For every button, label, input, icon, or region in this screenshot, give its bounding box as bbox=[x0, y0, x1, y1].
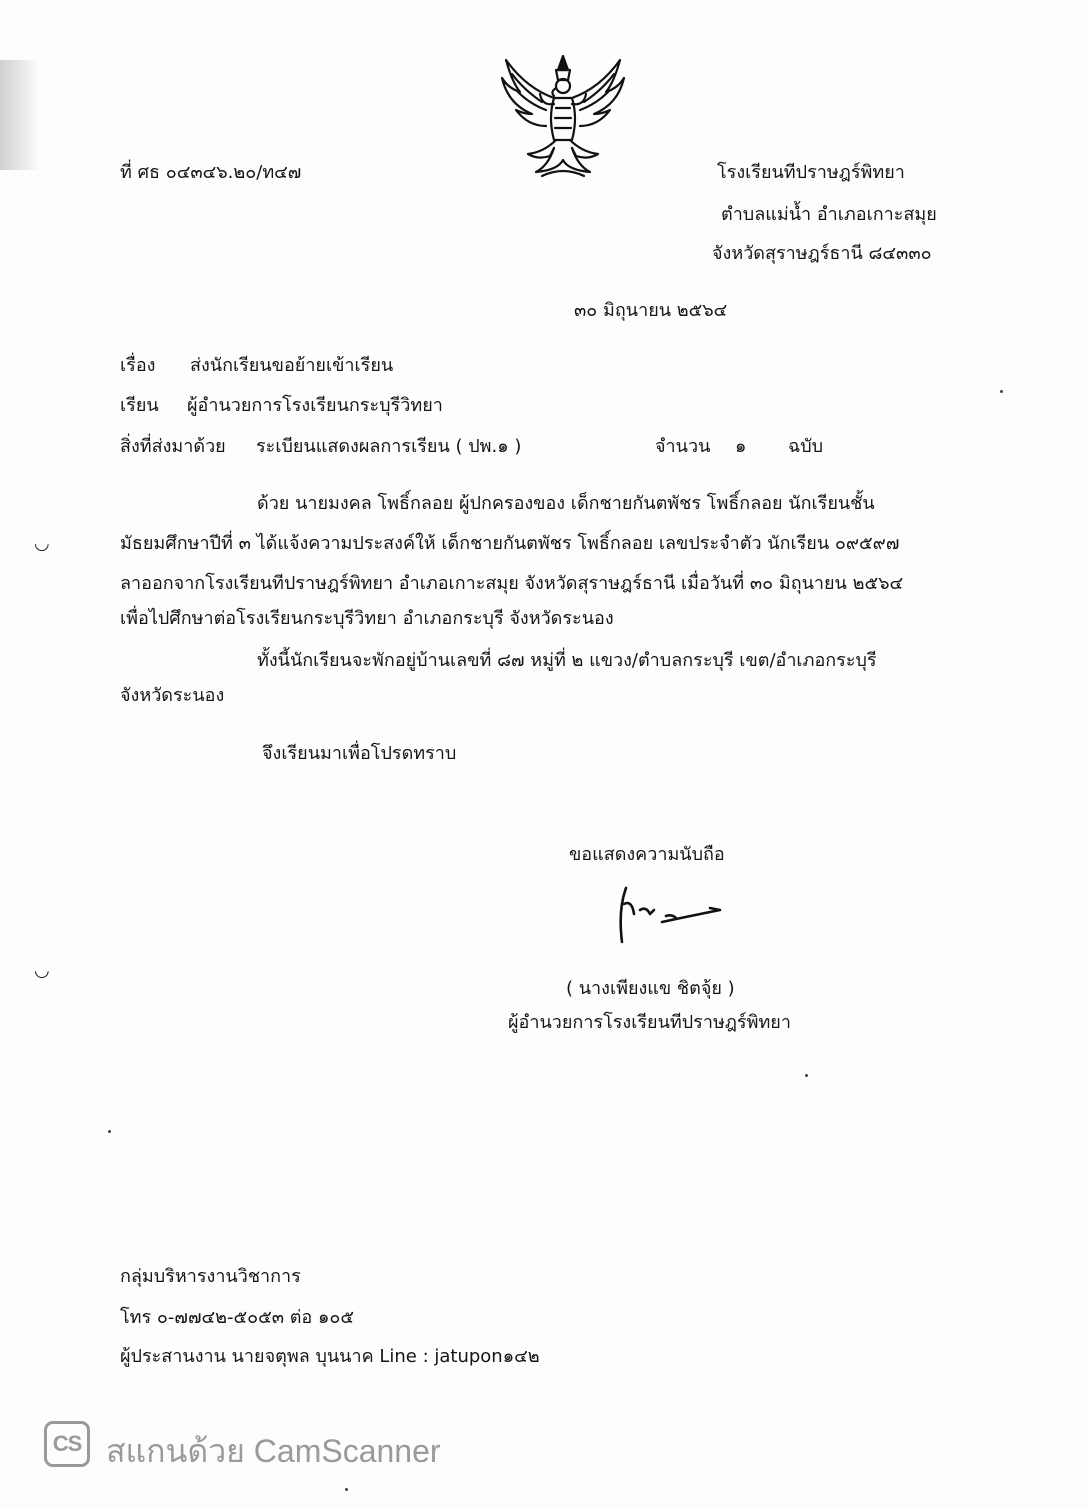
scan-speck bbox=[345, 1488, 348, 1491]
punch-hole-mark: ◡ bbox=[34, 533, 50, 554]
closing-request: จึงเรียนมาเพื่อโปรดทราบ bbox=[262, 743, 457, 764]
subject-label: เรื่อง bbox=[120, 355, 156, 376]
reference-number: ที่ ศธ ๐๔๓๔๖.๒๐/ท๔๗ bbox=[120, 162, 302, 183]
school-address-line1: ตำบลแม่น้ำ อำเภอเกาะสมุย bbox=[721, 204, 937, 225]
body-paragraph1-line2: มัธยมศึกษาปีที่ ๓ ได้แจ้งความประสงค์ให้ เด็กชายกันตพัชร โพธิ์กลอย เลขประจำตัว นักเรียน ๐๙๕๙๗ bbox=[120, 533, 900, 554]
recipient-label: เรียน bbox=[120, 395, 159, 416]
body-paragraph1-line1: ด้วย นายมงคล โพธิ์กลอย ผู้ปกครองของ เด็กชายกันตพัชร โพธิ์กลอย นักเรียนชั้น bbox=[257, 493, 875, 514]
punch-hole-mark: ◡ bbox=[34, 960, 50, 981]
scan-speck bbox=[108, 1130, 111, 1133]
garuda-emblem-icon bbox=[498, 48, 628, 183]
signatory-name: ( นางเพียงแข ชิตจุ้ย ) bbox=[566, 978, 735, 999]
enclosure-label: สิ่งที่ส่งมาด้วย bbox=[120, 436, 226, 457]
closing-salutation: ขอแสดงความนับถือ bbox=[569, 844, 725, 865]
body-paragraph1-line3: ลาออกจากโรงเรียนทีปราษฎร์พิทยา อำเภอเกาะสมุย จังหวัดสุราษฎร์ธานี เมื่อวันที่ ๓๐ มิถุนายน ๒๕๖๔ bbox=[120, 573, 904, 594]
enclosure-text: ระเบียนแสดงผลการเรียน ( ปพ.๑ ) bbox=[256, 436, 522, 457]
scan-speck bbox=[805, 1074, 808, 1077]
subject-text: ส่งนักเรียนขอย้ายเข้าเรียน bbox=[190, 355, 394, 376]
body-paragraph2-line2: จังหวัดระนอง bbox=[120, 685, 225, 706]
body-paragraph2-line1: ทั้งนี้นักเรียนจะพักอยู่บ้านเลขที่ ๘๗ หมู่ที่ ๒ แขวง/ตำบลกระบุรี เขต/อำเภอกระบุรี bbox=[257, 650, 877, 671]
camscanner-watermark: สแกนด้วย CamScanner bbox=[106, 1433, 441, 1469]
contact-department: กลุ่มบริหารงานวิชาการ bbox=[120, 1266, 301, 1287]
enclosure-count-label: จำนวน bbox=[655, 436, 711, 457]
school-name: โรงเรียนทีปราษฎร์พิทยา bbox=[717, 162, 905, 183]
enclosure-unit: ฉบับ bbox=[788, 436, 824, 457]
contact-phone: โทร ๐-๗๗๔๒-๕๐๕๓ ต่อ ๑๐๕ bbox=[120, 1307, 354, 1328]
school-address-line2: จังหวัดสุราษฎร์ธานี ๘๔๓๓๐ bbox=[712, 243, 932, 264]
scan-shadow bbox=[0, 60, 40, 170]
contact-coordinator: ผู้ประสานงาน นายจตุพล บุนนาค Line : jatupon๑๔๒ bbox=[120, 1346, 540, 1367]
enclosure-count: ๑ bbox=[735, 436, 747, 457]
body-paragraph1-line4: เพื่อไปศึกษาต่อโรงเรียนกระบุรีวิทยา อำเภอกระบุรี จังหวัดระนอง bbox=[120, 608, 614, 629]
scan-speck bbox=[1000, 390, 1003, 393]
recipient-text: ผู้อำนวยการโรงเรียนกระบุรีวิทยา bbox=[187, 395, 443, 416]
signatory-position: ผู้อำนวยการโรงเรียนทีปราษฎร์พิทยา bbox=[508, 1012, 791, 1033]
letter-date: ๓๐ มิถุนายน ๒๕๖๔ bbox=[574, 300, 728, 321]
signature-mark bbox=[610, 880, 730, 950]
camscanner-logo-icon: CS bbox=[44, 1421, 90, 1467]
